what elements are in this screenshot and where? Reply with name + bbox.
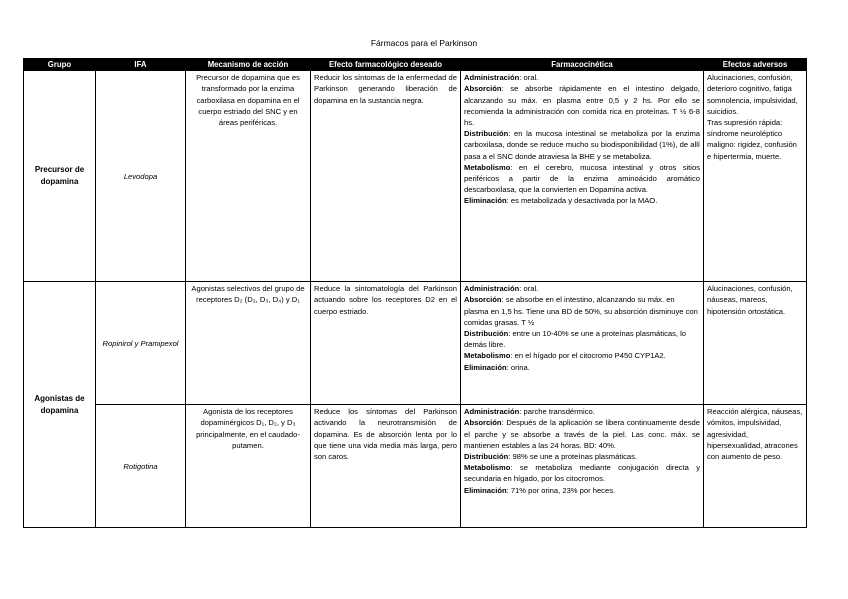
header-row — [24, 59, 807, 71]
header-efecto: Efecto farmacológico deseado — [311, 59, 461, 71]
pk-levodopa — [461, 71, 704, 282]
mecanismo-levodopa: Precursor de dopamina que es transformado por la enzima carboxilasa en dopamina en el cuerpo estriado del SNC y en áreas periféricas. — [186, 71, 311, 282]
pk-item: Eliminación: 71% por orina, 23% por heces. — [464, 485, 616, 495]
pk-item: Administración: oral. — [464, 284, 539, 294]
pk-rotigotina — [461, 405, 704, 528]
page-title: Fármacos para el Parkinson — [370, 38, 478, 48]
pk-item: Absorción: se absorbe rápidamente en el intestino delgado, alcanzando su máx. en plasma entre 0,5 y 2 hs. Por ello se recomienda la administración con comida rica en proteínas. T ½ 6-8 hs. — [464, 84, 700, 128]
mecanismo-ropinirol: Agonistas selectivos del grupo de receptores D₂ (D₂, D₃, D₄) y D₁ — [186, 282, 311, 405]
header-farmacocinetica: Farmacocinética — [461, 59, 704, 71]
header-grupo: Grupo — [24, 59, 96, 71]
pk-item: Metabolismo: se metaboliza mediante conjugación directa y secundaria en hígado, por los citocromos. — [464, 463, 700, 484]
pk-item: Eliminación: orina. — [464, 362, 530, 372]
ifa-rotigotina: Rotigotina — [96, 405, 186, 528]
group-agonistas: Agonistas de dopamina — [24, 282, 96, 528]
adversos-ropinirol: Alucinaciones, confusión, náuseas, mareos, hipotensión ortostática. — [704, 282, 807, 405]
adversos-levodopa: Alucinaciones, confusión, deterioro cognitivo, fatiga somnolencia, impulsividad, suicidios. Tras supresión rápida: síndrome neuroléptico maligno: rigidez, confusión e hipertermia, muerte. — [704, 71, 807, 282]
table-row — [24, 71, 807, 282]
table-row — [24, 282, 807, 405]
pk-item: Absorción: Después de la aplicación se libera continuamente desde el parche y se absorbe a través de la piel. Las conc. máx. se mantienen estables a las 24 horas. BD: 40%. — [464, 418, 700, 450]
pk-item: Metabolismo: en el hígado por el citocromo P450 CYP1A2. — [464, 351, 666, 361]
pk-item: Distribución: 98% se une a proteínas plasmáticas. — [464, 452, 638, 462]
efecto-rotigotina: Reduce los síntomas del Parkinson activando la neurotransmisión de dopamina. Es de absorción lenta por lo que tiene una vida media más larga, pero son caros. — [311, 405, 461, 528]
pk-ropinirol — [461, 282, 704, 405]
header-mecanismo: Mecanismo de acción — [186, 59, 311, 71]
pk-item: Administración: oral. — [464, 73, 539, 83]
efecto-levodopa: Reducir los síntomas de la enfermedad de Parkinson generando liberación de dopamina en la sustancia negra. — [311, 71, 461, 282]
header-adversos: Efectos adversos — [704, 59, 807, 71]
ifa-levodopa: Levodopa — [96, 71, 186, 282]
pk-item: Eliminación: es metabolizada y desactivada por la MAO. — [464, 196, 658, 206]
drug-table — [23, 58, 807, 528]
table-row — [24, 405, 807, 528]
adversos-rotigotina: Reacción alérgica, náuseas, vómitos, impulsividad, agresividad, hipersexualidad, atracones con aumento de peso. — [704, 405, 807, 528]
pk-item: Distribución: en la mucosa intestinal se metaboliza por la enzima carboxilasa, donde se reduce mucho su biodisponibilidad (1%), de allí pasa a el SNC donde atraviesa la BHE y se metaboliza. — [464, 129, 700, 161]
efecto-ropinirol: Reduce la sintomatología del Parkinson actuando sobre los receptores D2 en el cuerpo estriado. — [311, 282, 461, 405]
pk-item: Distribución: entre un 10-40% se une a proteínas plasmáticas, lo demás libre. — [464, 329, 687, 350]
pk-item: Absorción: se absorbe en el intestino, alcanzando su máx. en plasma en 1,5 hs. Tiene una BD de 50%, su absorción disminuye con comidas grasas. T ½ — [464, 295, 698, 327]
mecanismo-rotigotina: Agonista de los receptores dopaminérgicos D₁, D₂, y D₃ principalmente, en el caudado-putamen. — [186, 405, 311, 528]
pk-item: Metabolismo: en el cerebro, mucosa intestinal y otros sitios periféricos a partir de la enzima aminoácido aromático descarboxilasa, que la convierten en Dopamina activa. — [464, 162, 700, 195]
ifa-ropinirol: Ropinirol y Pramipexol — [96, 282, 186, 405]
pk-item: Administración: parche transdérmico. — [464, 407, 595, 417]
header-ifa: IFA — [96, 59, 186, 71]
group-precursor: Precursor de dopamina — [24, 71, 96, 282]
